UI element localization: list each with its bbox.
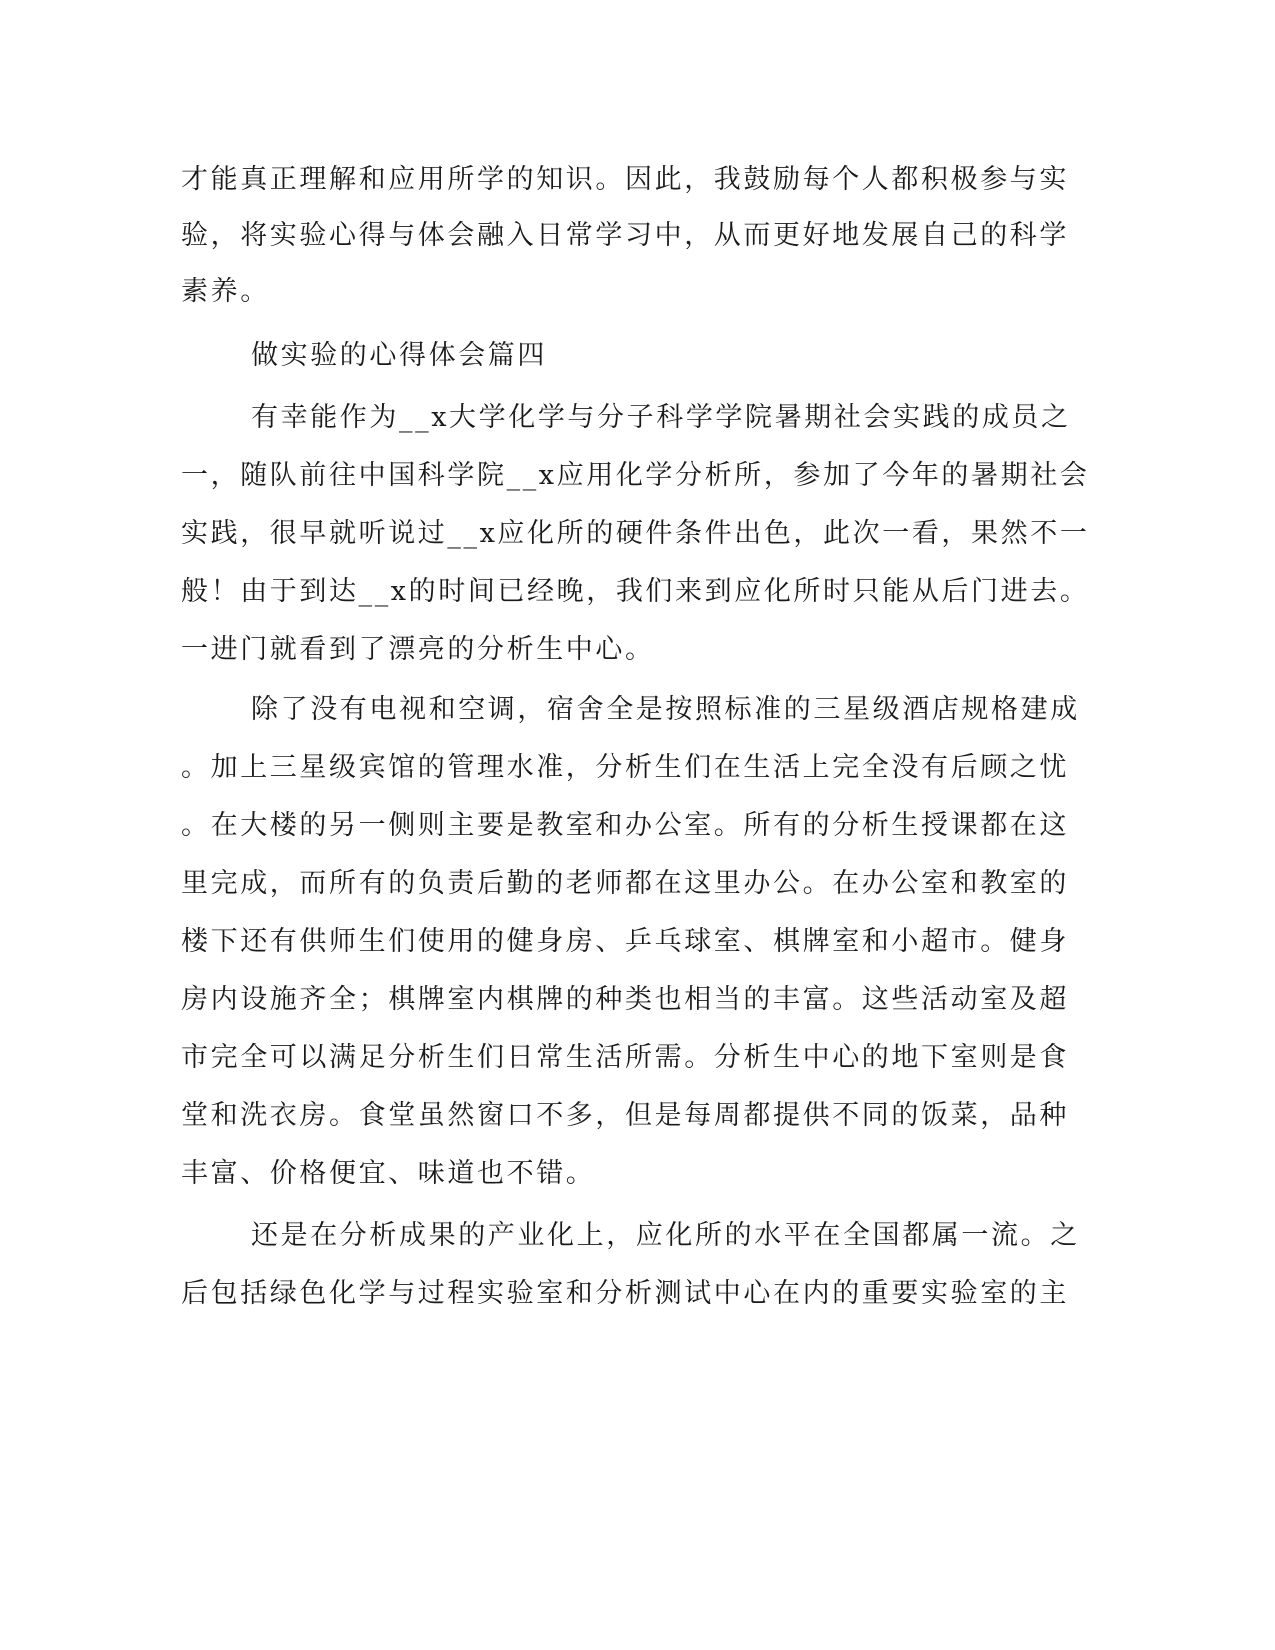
text-line: 楼下还有供师生们使用的健身房、乒乓球室、棋牌室和小超市。健身	[181, 926, 1069, 957]
text-line: 堂和洗衣房。食堂虽然窗口不多，但是每周都提供不同的饭菜，品种	[181, 1100, 1069, 1131]
text-line: 一，随队前往中国科学院__x应用化学分析所，参加了今年的暑期社会	[181, 460, 1090, 491]
section-heading: 做实验的心得体会篇四	[251, 340, 547, 371]
text-line: 房内设施齐全；棋牌室内棋牌的种类也相当的丰富。这些活动室及超	[181, 984, 1069, 1015]
text-line: 。在大楼的另一侧则主要是教室和办公室。所有的分析生授课都在这	[181, 810, 1069, 841]
text-line: 还是在分析成果的产业化上，应化所的水平在全国都属一流。之	[251, 1220, 1080, 1251]
text-line: 才能真正理解和应用所学的知识。因此，我鼓励每个人都积极参与实	[181, 164, 1069, 195]
text-line: 般！由于到达__x的时间已经晚，我们来到应化所时只能从后门进去。	[181, 576, 1090, 607]
text-line: 。加上三星级宾馆的管理水准，分析生们在生活上完全没有后顾之忧	[181, 752, 1069, 783]
text-line: 素养。	[181, 276, 270, 307]
text-line: 丰富、价格便宜、味道也不错。	[181, 1158, 596, 1189]
text-line: 除了没有电视和空调，宿舍全是按照标准的三星级酒店规格建成	[251, 694, 1080, 725]
text-line: 里完成，而所有的负责后勤的老师都在这里办公。在办公室和教室的	[181, 868, 1069, 899]
text-line: 有幸能作为__x大学化学与分子科学学院暑期社会实践的成员之	[251, 402, 1071, 433]
text-line: 后包括绿色化学与过程实验室和分析测试中心在内的重要实验室的主	[181, 1278, 1069, 1309]
text-line: 市完全可以满足分析生们日常生活所需。分析生中心的地下室则是食	[181, 1042, 1069, 1073]
text-line: 验，将实验心得与体会融入日常学习中，从而更好地发展自己的科学	[181, 220, 1069, 251]
text-line: 实践，很早就听说过__x应化所的硬件条件出色，此次一看，果然不一	[181, 518, 1090, 549]
text-line: 一进门就看到了漂亮的分析生中心。	[181, 634, 655, 665]
